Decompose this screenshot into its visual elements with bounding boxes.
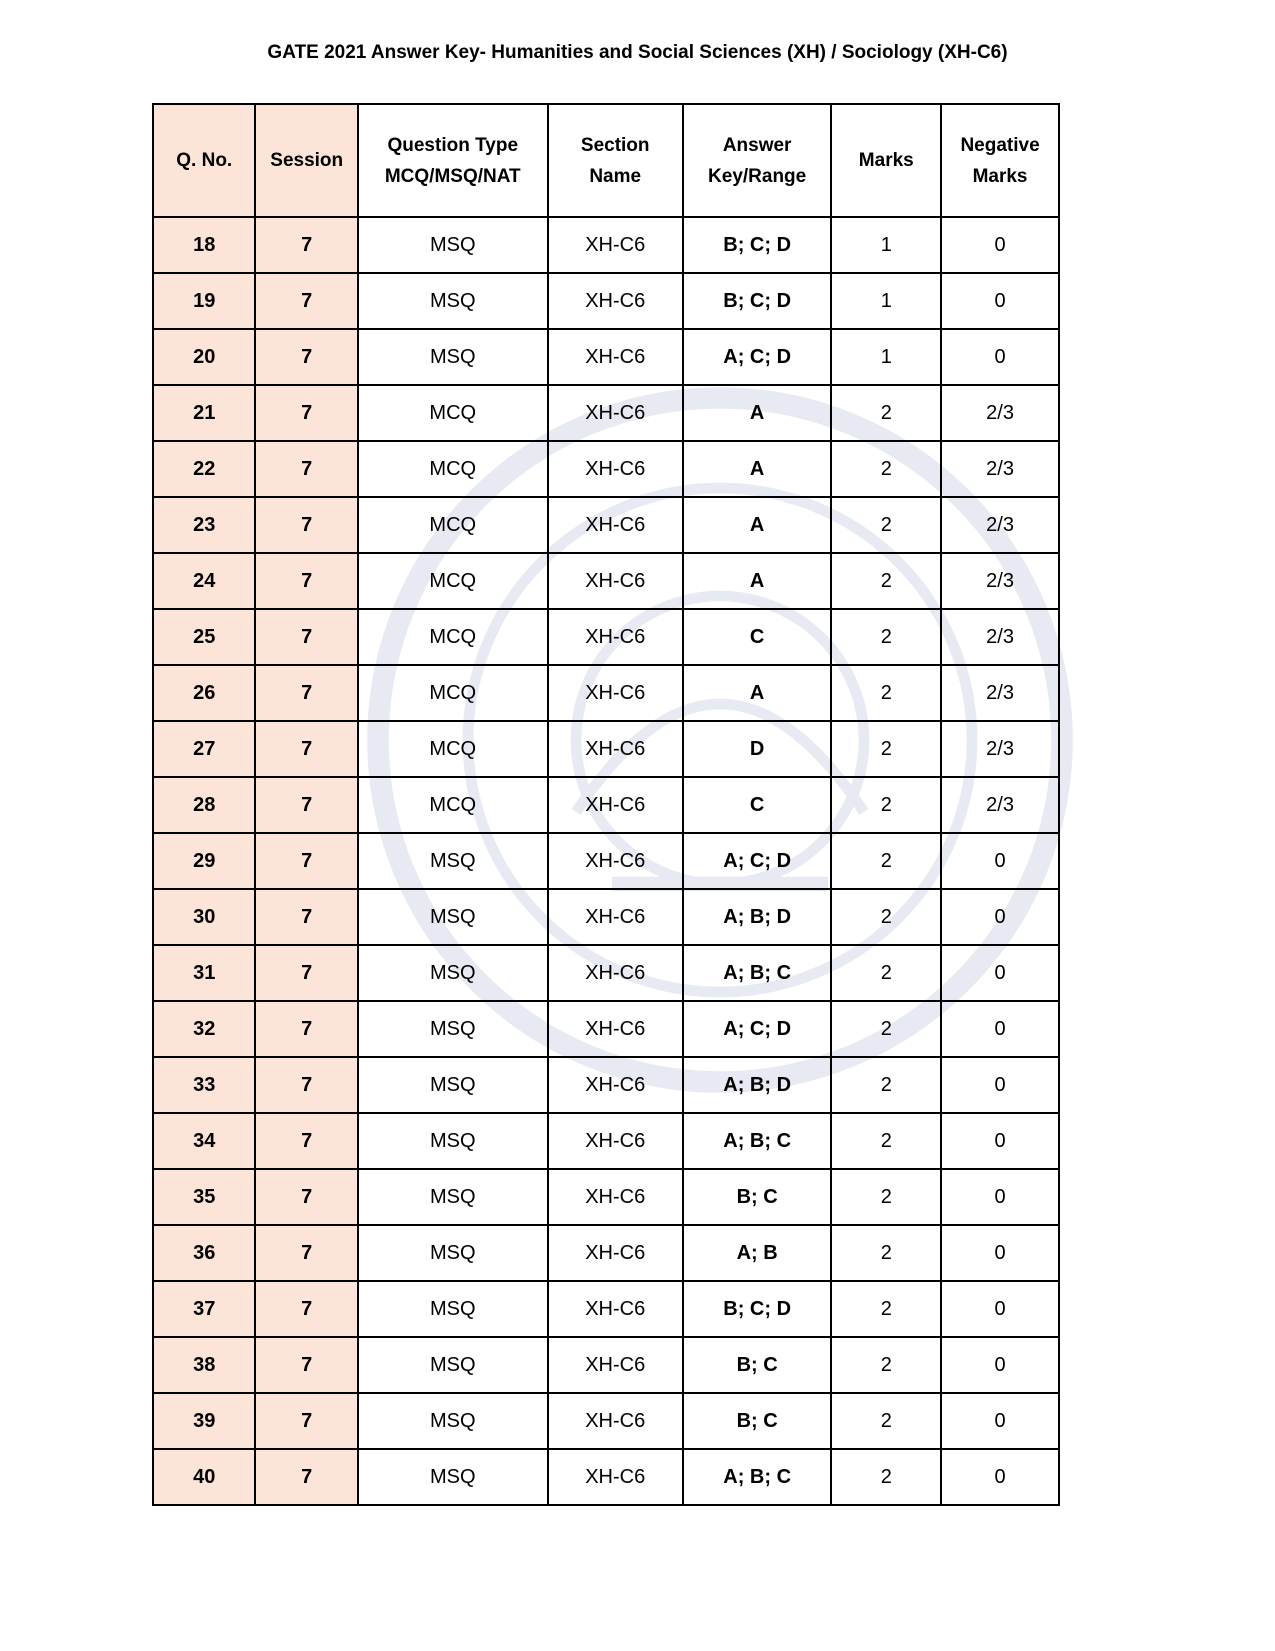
cell-marks: 1 bbox=[831, 273, 941, 329]
cell-question-type: MSQ bbox=[358, 1057, 548, 1113]
cell-question-type: MSQ bbox=[358, 833, 548, 889]
cell-session: 7 bbox=[255, 1001, 357, 1057]
cell-answer-key: A bbox=[683, 497, 832, 553]
cell-negative-marks: 0 bbox=[941, 1225, 1059, 1281]
cell-answer-key: A bbox=[683, 553, 832, 609]
cell-marks: 2 bbox=[831, 1169, 941, 1225]
cell-qno: 37 bbox=[153, 1281, 255, 1337]
cell-session: 7 bbox=[255, 1449, 357, 1505]
cell-marks: 2 bbox=[831, 1281, 941, 1337]
cell-session: 7 bbox=[255, 1169, 357, 1225]
cell-qno: 40 bbox=[153, 1449, 255, 1505]
cell-section-name: XH-C6 bbox=[548, 945, 683, 1001]
cell-marks: 2 bbox=[831, 441, 941, 497]
cell-question-type: MSQ bbox=[358, 329, 548, 385]
cell-marks: 2 bbox=[831, 1393, 941, 1449]
cell-section-name: XH-C6 bbox=[548, 1281, 683, 1337]
cell-negative-marks: 0 bbox=[941, 1337, 1059, 1393]
cell-session: 7 bbox=[255, 329, 357, 385]
cell-qno: 24 bbox=[153, 553, 255, 609]
cell-negative-marks: 0 bbox=[941, 1113, 1059, 1169]
cell-section-name: XH-C6 bbox=[548, 1393, 683, 1449]
header-question-type bbox=[358, 104, 548, 217]
cell-section-name: XH-C6 bbox=[548, 497, 683, 553]
cell-answer-key: A; B; C bbox=[683, 1449, 832, 1505]
table-row bbox=[153, 1225, 1059, 1281]
cell-session: 7 bbox=[255, 385, 357, 441]
cell-question-type: MSQ bbox=[358, 1225, 548, 1281]
cell-question-type: MSQ bbox=[358, 1337, 548, 1393]
table-row bbox=[153, 1393, 1059, 1449]
cell-answer-key: B; C bbox=[683, 1393, 832, 1449]
cell-marks: 2 bbox=[831, 777, 941, 833]
cell-section-name: XH-C6 bbox=[548, 833, 683, 889]
cell-qno: 27 bbox=[153, 721, 255, 777]
cell-negative-marks: 0 bbox=[941, 273, 1059, 329]
cell-section-name: XH-C6 bbox=[548, 217, 683, 273]
cell-negative-marks: 0 bbox=[941, 945, 1059, 1001]
cell-marks: 2 bbox=[831, 1225, 941, 1281]
cell-answer-key: A bbox=[683, 665, 832, 721]
cell-marks: 2 bbox=[831, 665, 941, 721]
cell-section-name: XH-C6 bbox=[548, 1001, 683, 1057]
cell-section-name: XH-C6 bbox=[548, 1113, 683, 1169]
cell-section-name: XH-C6 bbox=[548, 1225, 683, 1281]
header-answer-line2: Key/Range bbox=[708, 165, 807, 187]
cell-marks: 1 bbox=[831, 329, 941, 385]
cell-marks: 2 bbox=[831, 889, 941, 945]
cell-section-name: XH-C6 bbox=[548, 273, 683, 329]
cell-answer-key: A bbox=[683, 441, 832, 497]
cell-negative-marks: 2/3 bbox=[941, 441, 1059, 497]
cell-qno: 28 bbox=[153, 777, 255, 833]
header-question-type-line2: MCQ/MSQ/NAT bbox=[384, 165, 521, 187]
table-row bbox=[153, 1113, 1059, 1169]
cell-negative-marks: 0 bbox=[941, 1281, 1059, 1337]
table-row bbox=[153, 945, 1059, 1001]
cell-qno: 20 bbox=[153, 329, 255, 385]
table-row bbox=[153, 441, 1059, 497]
table-row bbox=[153, 1449, 1059, 1505]
table-row bbox=[153, 385, 1059, 441]
cell-qno: 26 bbox=[153, 665, 255, 721]
page-title: GATE 2021 Answer Key- Humanities and Social Sciences (XH) / Sociology (XH-C6) bbox=[267, 42, 1008, 63]
cell-session: 7 bbox=[255, 217, 357, 273]
cell-marks: 2 bbox=[831, 497, 941, 553]
header-question-type-line1: Question Type bbox=[387, 134, 519, 156]
cell-answer-key: A bbox=[683, 385, 832, 441]
cell-answer-key: A; B; C bbox=[683, 945, 832, 1001]
cell-session: 7 bbox=[255, 1113, 357, 1169]
cell-answer-key: A; B bbox=[683, 1225, 832, 1281]
cell-negative-marks: 0 bbox=[941, 833, 1059, 889]
cell-marks: 1 bbox=[831, 217, 941, 273]
cell-question-type: MSQ bbox=[358, 1169, 548, 1225]
cell-question-type: MSQ bbox=[358, 1449, 548, 1505]
cell-marks: 2 bbox=[831, 609, 941, 665]
cell-question-type: MCQ bbox=[358, 609, 548, 665]
header-answer-key bbox=[683, 104, 832, 217]
cell-question-type: MSQ bbox=[358, 889, 548, 945]
cell-section-name: XH-C6 bbox=[548, 1449, 683, 1505]
cell-question-type: MSQ bbox=[358, 1113, 548, 1169]
table-row bbox=[153, 1281, 1059, 1337]
cell-marks: 2 bbox=[831, 385, 941, 441]
cell-negative-marks: 0 bbox=[941, 217, 1059, 273]
cell-answer-key: B; C; D bbox=[683, 273, 832, 329]
cell-section-name: XH-C6 bbox=[548, 385, 683, 441]
header-section-name bbox=[548, 104, 683, 217]
cell-negative-marks: 0 bbox=[941, 329, 1059, 385]
table-row bbox=[153, 1001, 1059, 1057]
cell-section-name: XH-C6 bbox=[548, 441, 683, 497]
cell-session: 7 bbox=[255, 1393, 357, 1449]
table-row bbox=[153, 665, 1059, 721]
header-section-line2: Name bbox=[589, 165, 642, 187]
cell-question-type: MSQ bbox=[358, 217, 548, 273]
cell-qno: 22 bbox=[153, 441, 255, 497]
cell-negative-marks: 2/3 bbox=[941, 497, 1059, 553]
header-qno: Q. No. bbox=[153, 104, 255, 217]
cell-marks: 2 bbox=[831, 553, 941, 609]
cell-marks: 2 bbox=[831, 945, 941, 1001]
cell-question-type: MCQ bbox=[358, 553, 548, 609]
cell-negative-marks: 0 bbox=[941, 1169, 1059, 1225]
cell-answer-key: A; B; D bbox=[683, 889, 832, 945]
table-row bbox=[153, 777, 1059, 833]
cell-marks: 2 bbox=[831, 1113, 941, 1169]
cell-answer-key: C bbox=[683, 777, 832, 833]
cell-negative-marks: 2/3 bbox=[941, 609, 1059, 665]
table-row bbox=[153, 609, 1059, 665]
cell-qno: 32 bbox=[153, 1001, 255, 1057]
cell-negative-marks: 2/3 bbox=[941, 553, 1059, 609]
cell-qno: 35 bbox=[153, 1169, 255, 1225]
cell-session: 7 bbox=[255, 273, 357, 329]
table-row bbox=[153, 889, 1059, 945]
cell-qno: 21 bbox=[153, 385, 255, 441]
cell-qno: 33 bbox=[153, 1057, 255, 1113]
cell-negative-marks: 2/3 bbox=[941, 665, 1059, 721]
cell-negative-marks: 0 bbox=[941, 1449, 1059, 1505]
header-negative-line2: Marks bbox=[972, 165, 1028, 187]
cell-question-type: MSQ bbox=[358, 945, 548, 1001]
cell-qno: 29 bbox=[153, 833, 255, 889]
cell-session: 7 bbox=[255, 1337, 357, 1393]
cell-answer-key: A; C; D bbox=[683, 833, 832, 889]
cell-marks: 2 bbox=[831, 1001, 941, 1057]
cell-negative-marks: 2/3 bbox=[941, 385, 1059, 441]
cell-section-name: XH-C6 bbox=[548, 609, 683, 665]
cell-question-type: MSQ bbox=[358, 1281, 548, 1337]
cell-answer-key: C bbox=[683, 609, 832, 665]
cell-section-name: XH-C6 bbox=[548, 777, 683, 833]
cell-answer-key: B; C bbox=[683, 1169, 832, 1225]
cell-session: 7 bbox=[255, 721, 357, 777]
table-header-row bbox=[153, 104, 1059, 217]
cell-qno: 38 bbox=[153, 1337, 255, 1393]
table-row bbox=[153, 1057, 1059, 1113]
cell-question-type: MCQ bbox=[358, 441, 548, 497]
table-row bbox=[153, 497, 1059, 553]
table-row bbox=[153, 273, 1059, 329]
cell-question-type: MCQ bbox=[358, 665, 548, 721]
cell-question-type: MCQ bbox=[358, 721, 548, 777]
cell-session: 7 bbox=[255, 833, 357, 889]
cell-session: 7 bbox=[255, 441, 357, 497]
cell-marks: 2 bbox=[831, 1057, 941, 1113]
cell-question-type: MCQ bbox=[358, 385, 548, 441]
cell-session: 7 bbox=[255, 665, 357, 721]
table-row bbox=[153, 329, 1059, 385]
cell-negative-marks: 0 bbox=[941, 889, 1059, 945]
table-row bbox=[153, 833, 1059, 889]
cell-section-name: XH-C6 bbox=[548, 721, 683, 777]
header-section-line1: Section bbox=[580, 134, 650, 156]
cell-session: 7 bbox=[255, 1057, 357, 1113]
cell-negative-marks: 0 bbox=[941, 1057, 1059, 1113]
cell-qno: 30 bbox=[153, 889, 255, 945]
cell-answer-key: B; C; D bbox=[683, 1281, 832, 1337]
header-negative-line1: Negative bbox=[960, 134, 1040, 156]
cell-marks: 2 bbox=[831, 1337, 941, 1393]
cell-question-type: MSQ bbox=[358, 273, 548, 329]
header-session: Session bbox=[255, 104, 357, 217]
table-row bbox=[153, 1169, 1059, 1225]
cell-qno: 31 bbox=[153, 945, 255, 1001]
cell-answer-key: B; C bbox=[683, 1337, 832, 1393]
cell-qno: 36 bbox=[153, 1225, 255, 1281]
cell-qno: 18 bbox=[153, 217, 255, 273]
cell-negative-marks: 0 bbox=[941, 1001, 1059, 1057]
cell-marks: 2 bbox=[831, 833, 941, 889]
header-marks: Marks bbox=[831, 104, 941, 217]
cell-section-name: XH-C6 bbox=[548, 665, 683, 721]
cell-session: 7 bbox=[255, 889, 357, 945]
cell-answer-key: A; B; D bbox=[683, 1057, 832, 1113]
cell-answer-key: A; B; C bbox=[683, 1113, 832, 1169]
table-row bbox=[153, 1337, 1059, 1393]
cell-question-type: MSQ bbox=[358, 1393, 548, 1449]
cell-negative-marks: 2/3 bbox=[941, 721, 1059, 777]
cell-question-type: MCQ bbox=[358, 777, 548, 833]
cell-section-name: XH-C6 bbox=[548, 889, 683, 945]
table-row bbox=[153, 721, 1059, 777]
cell-section-name: XH-C6 bbox=[548, 329, 683, 385]
cell-marks: 2 bbox=[831, 721, 941, 777]
cell-qno: 39 bbox=[153, 1393, 255, 1449]
cell-qno: 19 bbox=[153, 273, 255, 329]
cell-answer-key: D bbox=[683, 721, 832, 777]
cell-section-name: XH-C6 bbox=[548, 553, 683, 609]
header-negative-marks bbox=[941, 104, 1059, 217]
cell-section-name: XH-C6 bbox=[548, 1337, 683, 1393]
table-row bbox=[153, 553, 1059, 609]
cell-section-name: XH-C6 bbox=[548, 1169, 683, 1225]
cell-question-type: MCQ bbox=[358, 497, 548, 553]
cell-negative-marks: 0 bbox=[941, 1393, 1059, 1449]
cell-session: 7 bbox=[255, 777, 357, 833]
cell-qno: 23 bbox=[153, 497, 255, 553]
cell-answer-key: A; C; D bbox=[683, 1001, 832, 1057]
cell-question-type: MSQ bbox=[358, 1001, 548, 1057]
cell-session: 7 bbox=[255, 553, 357, 609]
cell-session: 7 bbox=[255, 1225, 357, 1281]
cell-session: 7 bbox=[255, 1281, 357, 1337]
table-body bbox=[153, 217, 1059, 1505]
cell-session: 7 bbox=[255, 609, 357, 665]
cell-answer-key: A; C; D bbox=[683, 329, 832, 385]
cell-session: 7 bbox=[255, 945, 357, 1001]
cell-negative-marks: 2/3 bbox=[941, 777, 1059, 833]
cell-answer-key: B; C; D bbox=[683, 217, 832, 273]
cell-qno: 34 bbox=[153, 1113, 255, 1169]
cell-qno: 25 bbox=[153, 609, 255, 665]
answer-key-table bbox=[152, 103, 1060, 1506]
cell-marks: 2 bbox=[831, 1449, 941, 1505]
cell-session: 7 bbox=[255, 497, 357, 553]
cell-section-name: XH-C6 bbox=[548, 1057, 683, 1113]
header-answer-line1: Answer bbox=[722, 134, 792, 156]
table-row bbox=[153, 217, 1059, 273]
